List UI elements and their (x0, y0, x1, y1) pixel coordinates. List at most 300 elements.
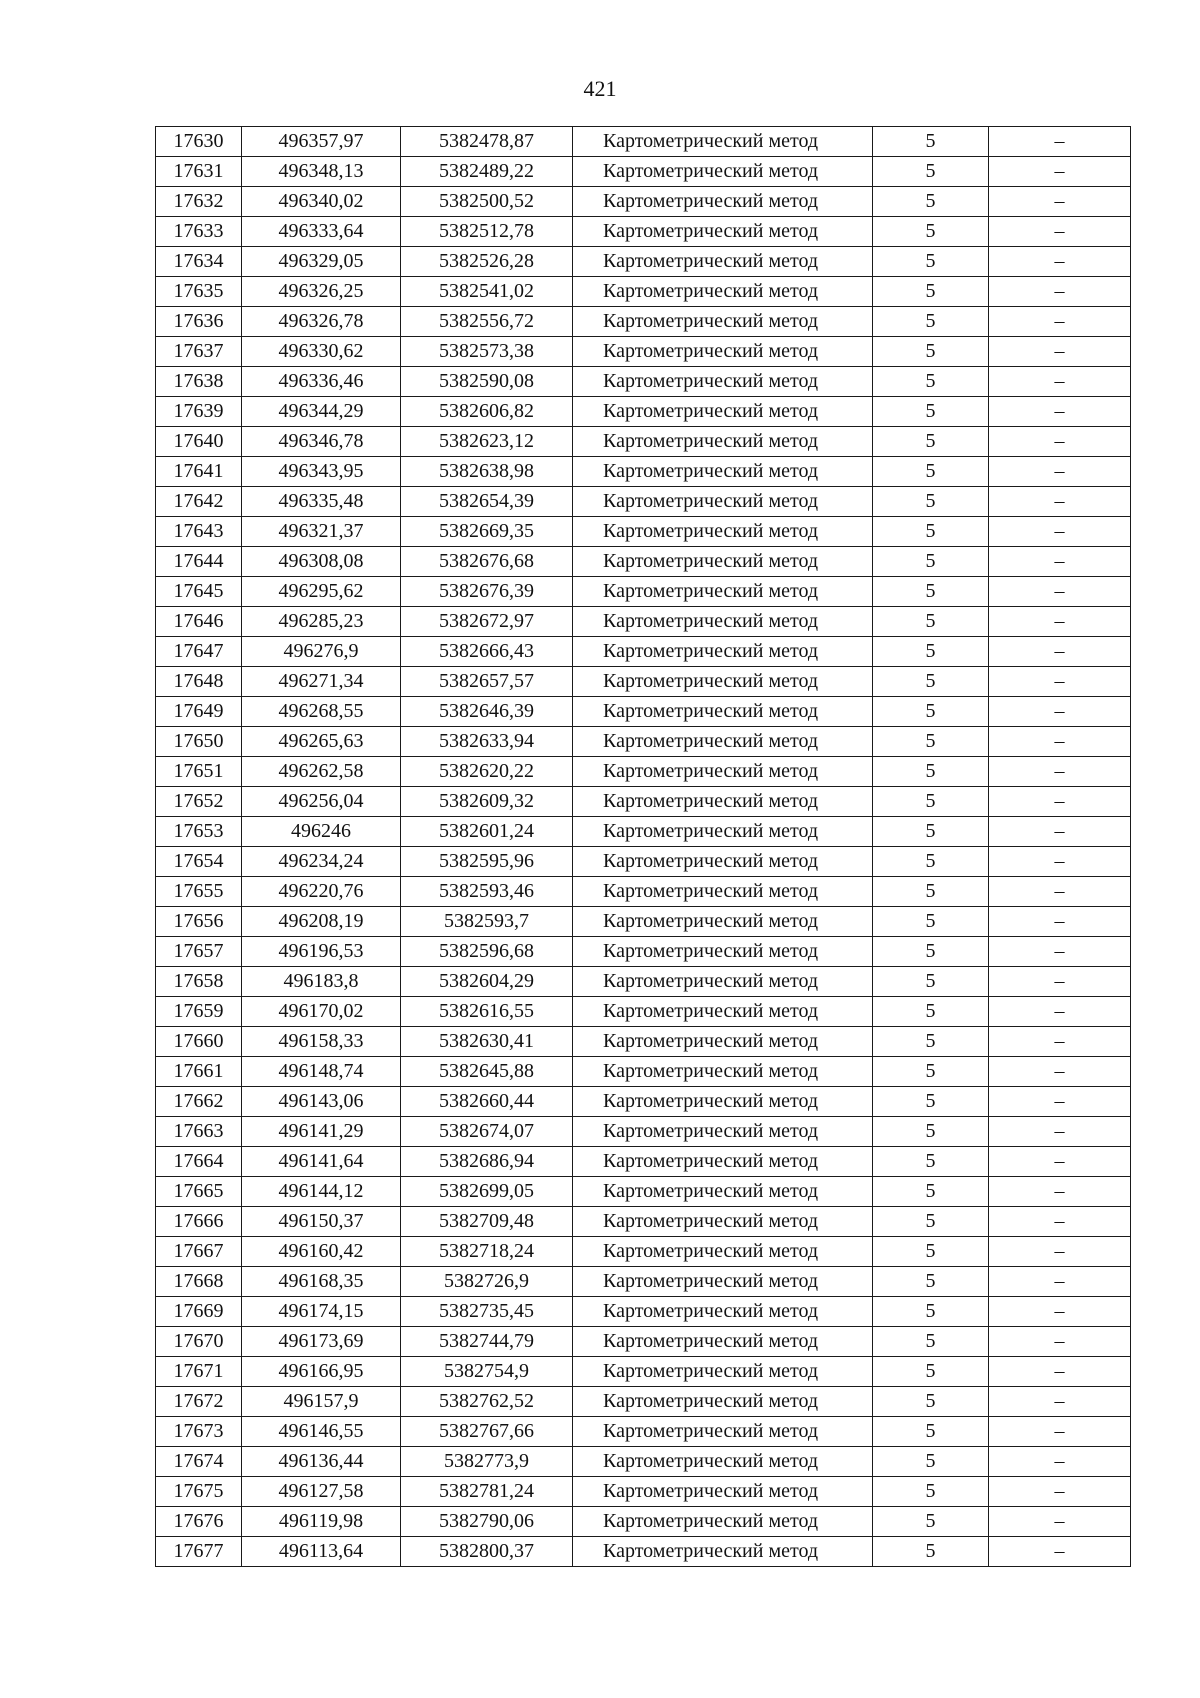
y-coordinate-cell: 5382590,08 (401, 367, 573, 397)
x-coordinate-cell: 496174,15 (242, 1297, 401, 1327)
table-row (156, 1447, 1131, 1477)
point-number-cell: 17657 (156, 937, 242, 967)
accuracy-cell: 5 (873, 637, 989, 667)
description-cell: – (989, 277, 1131, 307)
description-cell: – (989, 457, 1131, 487)
x-coordinate-cell: 496143,06 (242, 1087, 401, 1117)
description-cell: – (989, 337, 1131, 367)
table-row (156, 1147, 1131, 1177)
table-row (156, 1357, 1131, 1387)
accuracy-cell: 5 (873, 337, 989, 367)
point-number-cell: 17667 (156, 1237, 242, 1267)
table-row (156, 607, 1131, 637)
description-cell: – (989, 487, 1131, 517)
accuracy-cell: 5 (873, 247, 989, 277)
method-cell: Картометрический метод (573, 187, 873, 217)
description-cell: – (989, 1297, 1131, 1327)
x-coordinate-cell: 496265,63 (242, 727, 401, 757)
description-cell: – (989, 967, 1131, 997)
table-row (156, 727, 1131, 757)
table-row (156, 997, 1131, 1027)
y-coordinate-cell: 5382633,94 (401, 727, 573, 757)
point-number-cell: 17670 (156, 1327, 242, 1357)
accuracy-cell: 5 (873, 1267, 989, 1297)
description-cell: – (989, 157, 1131, 187)
point-number-cell: 17660 (156, 1027, 242, 1057)
table-row (156, 697, 1131, 727)
coordinates-table (155, 126, 1131, 1567)
table-row (156, 1327, 1131, 1357)
point-number-cell: 17659 (156, 997, 242, 1027)
coordinates-table-body (156, 127, 1131, 1567)
accuracy-cell: 5 (873, 1117, 989, 1147)
y-coordinate-cell: 5382672,97 (401, 607, 573, 637)
table-row (156, 397, 1131, 427)
accuracy-cell: 5 (873, 1207, 989, 1237)
x-coordinate-cell: 496173,69 (242, 1327, 401, 1357)
accuracy-cell: 5 (873, 997, 989, 1027)
table-row (156, 937, 1131, 967)
y-coordinate-cell: 5382596,68 (401, 937, 573, 967)
method-cell: Картометрический метод (573, 157, 873, 187)
method-cell: Картометрический метод (573, 577, 873, 607)
y-coordinate-cell: 5382541,02 (401, 277, 573, 307)
y-coordinate-cell: 5382676,39 (401, 577, 573, 607)
accuracy-cell: 5 (873, 577, 989, 607)
y-coordinate-cell: 5382718,24 (401, 1237, 573, 1267)
y-coordinate-cell: 5382709,48 (401, 1207, 573, 1237)
x-coordinate-cell: 496295,62 (242, 577, 401, 607)
point-number-cell: 17666 (156, 1207, 242, 1237)
y-coordinate-cell: 5382645,88 (401, 1057, 573, 1087)
table-row (156, 547, 1131, 577)
description-cell: – (989, 427, 1131, 457)
method-cell: Картометрический метод (573, 337, 873, 367)
table-row (156, 187, 1131, 217)
y-coordinate-cell: 5382593,46 (401, 877, 573, 907)
method-cell: Картометрический метод (573, 487, 873, 517)
description-cell: – (989, 547, 1131, 577)
point-number-cell: 17669 (156, 1297, 242, 1327)
accuracy-cell: 5 (873, 457, 989, 487)
method-cell: Картометрический метод (573, 1387, 873, 1417)
description-cell: – (989, 1357, 1131, 1387)
method-cell: Картометрический метод (573, 217, 873, 247)
table-row (156, 1537, 1131, 1567)
y-coordinate-cell: 5382781,24 (401, 1477, 573, 1507)
accuracy-cell: 5 (873, 847, 989, 877)
y-coordinate-cell: 5382500,52 (401, 187, 573, 217)
method-cell: Картометрический метод (573, 1447, 873, 1477)
y-coordinate-cell: 5382489,22 (401, 157, 573, 187)
method-cell: Картометрический метод (573, 817, 873, 847)
table-row (156, 367, 1131, 397)
method-cell: Картометрический метод (573, 607, 873, 637)
point-number-cell: 17672 (156, 1387, 242, 1417)
method-cell: Картометрический метод (573, 277, 873, 307)
y-coordinate-cell: 5382686,94 (401, 1147, 573, 1177)
method-cell: Картометрический метод (573, 427, 873, 457)
accuracy-cell: 5 (873, 1147, 989, 1177)
description-cell: – (989, 517, 1131, 547)
accuracy-cell: 5 (873, 967, 989, 997)
y-coordinate-cell: 5382646,39 (401, 697, 573, 727)
x-coordinate-cell: 496346,78 (242, 427, 401, 457)
x-coordinate-cell: 496157,9 (242, 1387, 401, 1417)
y-coordinate-cell: 5382800,37 (401, 1537, 573, 1567)
description-cell: – (989, 1417, 1131, 1447)
method-cell: Картометрический метод (573, 457, 873, 487)
x-coordinate-cell: 496262,58 (242, 757, 401, 787)
y-coordinate-cell: 5382762,52 (401, 1387, 573, 1417)
table-row (156, 1267, 1131, 1297)
x-coordinate-cell: 496150,37 (242, 1207, 401, 1237)
method-cell: Картометрический метод (573, 397, 873, 427)
y-coordinate-cell: 5382623,12 (401, 427, 573, 457)
y-coordinate-cell: 5382754,9 (401, 1357, 573, 1387)
point-number-cell: 17634 (156, 247, 242, 277)
point-number-cell: 17663 (156, 1117, 242, 1147)
point-number-cell: 17653 (156, 817, 242, 847)
accuracy-cell: 5 (873, 127, 989, 157)
x-coordinate-cell: 496343,95 (242, 457, 401, 487)
point-number-cell: 17631 (156, 157, 242, 187)
x-coordinate-cell: 496340,02 (242, 187, 401, 217)
point-number-cell: 17665 (156, 1177, 242, 1207)
x-coordinate-cell: 496168,35 (242, 1267, 401, 1297)
description-cell: – (989, 1387, 1131, 1417)
point-number-cell: 17648 (156, 667, 242, 697)
point-number-cell: 17675 (156, 1477, 242, 1507)
method-cell: Картометрический метод (573, 757, 873, 787)
y-coordinate-cell: 5382478,87 (401, 127, 573, 157)
description-cell: – (989, 877, 1131, 907)
x-coordinate-cell: 496144,12 (242, 1177, 401, 1207)
description-cell: – (989, 127, 1131, 157)
y-coordinate-cell: 5382512,78 (401, 217, 573, 247)
y-coordinate-cell: 5382526,28 (401, 247, 573, 277)
point-number-cell: 17651 (156, 757, 242, 787)
description-cell: – (989, 757, 1131, 787)
x-coordinate-cell: 496268,55 (242, 697, 401, 727)
y-coordinate-cell: 5382773,9 (401, 1447, 573, 1477)
point-number-cell: 17643 (156, 517, 242, 547)
table-row (156, 847, 1131, 877)
y-coordinate-cell: 5382790,06 (401, 1507, 573, 1537)
method-cell: Картометрический метод (573, 1297, 873, 1327)
description-cell: – (989, 847, 1131, 877)
y-coordinate-cell: 5382601,24 (401, 817, 573, 847)
accuracy-cell: 5 (873, 757, 989, 787)
accuracy-cell: 5 (873, 817, 989, 847)
x-coordinate-cell: 496141,64 (242, 1147, 401, 1177)
method-cell: Картометрический метод (573, 307, 873, 337)
accuracy-cell: 5 (873, 607, 989, 637)
x-coordinate-cell: 496196,53 (242, 937, 401, 967)
method-cell: Картометрический метод (573, 637, 873, 667)
accuracy-cell: 5 (873, 547, 989, 577)
x-coordinate-cell: 496170,02 (242, 997, 401, 1027)
description-cell: – (989, 637, 1131, 667)
accuracy-cell: 5 (873, 307, 989, 337)
method-cell: Картометрический метод (573, 1237, 873, 1267)
table-row (156, 1237, 1131, 1267)
y-coordinate-cell: 5382767,66 (401, 1417, 573, 1447)
accuracy-cell: 5 (873, 937, 989, 967)
y-coordinate-cell: 5382660,44 (401, 1087, 573, 1117)
accuracy-cell: 5 (873, 367, 989, 397)
y-coordinate-cell: 5382609,32 (401, 787, 573, 817)
x-coordinate-cell: 496246 (242, 817, 401, 847)
point-number-cell: 17640 (156, 427, 242, 457)
description-cell: – (989, 1117, 1131, 1147)
point-number-cell: 17636 (156, 307, 242, 337)
table-row (156, 427, 1131, 457)
point-number-cell: 17638 (156, 367, 242, 397)
x-coordinate-cell: 496321,37 (242, 517, 401, 547)
accuracy-cell: 5 (873, 187, 989, 217)
description-cell: – (989, 607, 1131, 637)
accuracy-cell: 5 (873, 1087, 989, 1117)
table-row (156, 637, 1131, 667)
table-row (156, 1177, 1131, 1207)
y-coordinate-cell: 5382676,68 (401, 547, 573, 577)
y-coordinate-cell: 5382726,9 (401, 1267, 573, 1297)
x-coordinate-cell: 496119,98 (242, 1507, 401, 1537)
description-cell: – (989, 1237, 1131, 1267)
table-row (156, 667, 1131, 697)
method-cell: Картометрический метод (573, 1147, 873, 1177)
point-number-cell: 17650 (156, 727, 242, 757)
point-number-cell: 17674 (156, 1447, 242, 1477)
table-row (156, 1507, 1131, 1537)
x-coordinate-cell: 496208,19 (242, 907, 401, 937)
y-coordinate-cell: 5382638,98 (401, 457, 573, 487)
description-cell: – (989, 307, 1131, 337)
table-row (156, 127, 1131, 157)
method-cell: Картометрический метод (573, 1417, 873, 1447)
x-coordinate-cell: 496141,29 (242, 1117, 401, 1147)
y-coordinate-cell: 5382616,55 (401, 997, 573, 1027)
point-number-cell: 17637 (156, 337, 242, 367)
table-row (156, 337, 1131, 367)
accuracy-cell: 5 (873, 1477, 989, 1507)
description-cell: – (989, 187, 1131, 217)
table-row (156, 217, 1131, 247)
method-cell: Картометрический метод (573, 547, 873, 577)
description-cell: – (989, 367, 1131, 397)
x-coordinate-cell: 496148,74 (242, 1057, 401, 1087)
accuracy-cell: 5 (873, 1057, 989, 1087)
x-coordinate-cell: 496158,33 (242, 1027, 401, 1057)
table-row (156, 1027, 1131, 1057)
point-number-cell: 17658 (156, 967, 242, 997)
accuracy-cell: 5 (873, 1027, 989, 1057)
point-number-cell: 17635 (156, 277, 242, 307)
description-cell: – (989, 667, 1131, 697)
accuracy-cell: 5 (873, 217, 989, 247)
point-number-cell: 17676 (156, 1507, 242, 1537)
accuracy-cell: 5 (873, 1327, 989, 1357)
description-cell: – (989, 937, 1131, 967)
x-coordinate-cell: 496136,44 (242, 1447, 401, 1477)
description-cell: – (989, 1537, 1131, 1567)
x-coordinate-cell: 496329,05 (242, 247, 401, 277)
x-coordinate-cell: 496113,64 (242, 1537, 401, 1567)
y-coordinate-cell: 5382735,45 (401, 1297, 573, 1327)
x-coordinate-cell: 496308,08 (242, 547, 401, 577)
method-cell: Картометрический метод (573, 1057, 873, 1087)
method-cell: Картометрический метод (573, 937, 873, 967)
description-cell: – (989, 907, 1131, 937)
x-coordinate-cell: 496326,78 (242, 307, 401, 337)
accuracy-cell: 5 (873, 1447, 989, 1477)
table-row (156, 487, 1131, 517)
table-row (156, 1207, 1131, 1237)
accuracy-cell: 5 (873, 487, 989, 517)
method-cell: Картометрический метод (573, 787, 873, 817)
y-coordinate-cell: 5382666,43 (401, 637, 573, 667)
point-number-cell: 17646 (156, 607, 242, 637)
description-cell: – (989, 217, 1131, 247)
method-cell: Картометрический метод (573, 1507, 873, 1537)
point-number-cell: 17641 (156, 457, 242, 487)
table-row (156, 787, 1131, 817)
x-coordinate-cell: 496326,25 (242, 277, 401, 307)
x-coordinate-cell: 496234,24 (242, 847, 401, 877)
description-cell: – (989, 1207, 1131, 1237)
page-number: 421 (583, 76, 617, 101)
table-row (156, 157, 1131, 187)
y-coordinate-cell: 5382699,05 (401, 1177, 573, 1207)
accuracy-cell: 5 (873, 787, 989, 817)
description-cell: – (989, 997, 1131, 1027)
point-number-cell: 17642 (156, 487, 242, 517)
description-cell: – (989, 817, 1131, 847)
accuracy-cell: 5 (873, 907, 989, 937)
accuracy-cell: 5 (873, 427, 989, 457)
table-row (156, 907, 1131, 937)
point-number-cell: 17639 (156, 397, 242, 427)
y-coordinate-cell: 5382595,96 (401, 847, 573, 877)
table-row (156, 457, 1131, 487)
table-row (156, 247, 1131, 277)
point-number-cell: 17632 (156, 187, 242, 217)
point-number-cell: 17633 (156, 217, 242, 247)
x-coordinate-cell: 496160,42 (242, 1237, 401, 1267)
method-cell: Картометрический метод (573, 367, 873, 397)
accuracy-cell: 5 (873, 1537, 989, 1567)
point-number-cell: 17671 (156, 1357, 242, 1387)
method-cell: Картометрический метод (573, 1357, 873, 1387)
method-cell: Картометрический метод (573, 667, 873, 697)
table-row (156, 1117, 1131, 1147)
point-number-cell: 17662 (156, 1087, 242, 1117)
method-cell: Картометрический метод (573, 1207, 873, 1237)
method-cell: Картометрический метод (573, 1267, 873, 1297)
method-cell: Картометрический метод (573, 907, 873, 937)
accuracy-cell: 5 (873, 397, 989, 427)
table-row (156, 1057, 1131, 1087)
accuracy-cell: 5 (873, 727, 989, 757)
table-row (156, 1417, 1131, 1447)
accuracy-cell: 5 (873, 1387, 989, 1417)
description-cell: – (989, 247, 1131, 277)
method-cell: Картометрический метод (573, 1117, 873, 1147)
point-number-cell: 17652 (156, 787, 242, 817)
description-cell: – (989, 1507, 1131, 1537)
x-coordinate-cell: 496271,34 (242, 667, 401, 697)
method-cell: Картометрический метод (573, 127, 873, 157)
description-cell: – (989, 1477, 1131, 1507)
table-row (156, 817, 1131, 847)
point-number-cell: 17654 (156, 847, 242, 877)
point-number-cell: 17664 (156, 1147, 242, 1177)
method-cell: Картометрический метод (573, 1177, 873, 1207)
description-cell: – (989, 1057, 1131, 1087)
point-number-cell: 17649 (156, 697, 242, 727)
table-row (156, 1387, 1131, 1417)
accuracy-cell: 5 (873, 1177, 989, 1207)
x-coordinate-cell: 496333,64 (242, 217, 401, 247)
table-row (156, 307, 1131, 337)
point-number-cell: 17656 (156, 907, 242, 937)
x-coordinate-cell: 496183,8 (242, 967, 401, 997)
accuracy-cell: 5 (873, 1357, 989, 1387)
table-row (156, 277, 1131, 307)
accuracy-cell: 5 (873, 1417, 989, 1447)
point-number-cell: 17647 (156, 637, 242, 667)
accuracy-cell: 5 (873, 877, 989, 907)
y-coordinate-cell: 5382674,07 (401, 1117, 573, 1147)
point-number-cell: 17630 (156, 127, 242, 157)
method-cell: Картометрический метод (573, 1327, 873, 1357)
description-cell: – (989, 1267, 1131, 1297)
x-coordinate-cell: 496344,29 (242, 397, 401, 427)
x-coordinate-cell: 496285,23 (242, 607, 401, 637)
x-coordinate-cell: 496276,9 (242, 637, 401, 667)
point-number-cell: 17677 (156, 1537, 242, 1567)
y-coordinate-cell: 5382620,22 (401, 757, 573, 787)
method-cell: Картометрический метод (573, 997, 873, 1027)
method-cell: Картометрический метод (573, 517, 873, 547)
method-cell: Картометрический метод (573, 1477, 873, 1507)
y-coordinate-cell: 5382630,41 (401, 1027, 573, 1057)
y-coordinate-cell: 5382669,35 (401, 517, 573, 547)
x-coordinate-cell: 496357,97 (242, 127, 401, 157)
y-coordinate-cell: 5382606,82 (401, 397, 573, 427)
description-cell: – (989, 577, 1131, 607)
y-coordinate-cell: 5382593,7 (401, 907, 573, 937)
description-cell: – (989, 1447, 1131, 1477)
method-cell: Картометрический метод (573, 727, 873, 757)
description-cell: – (989, 787, 1131, 817)
accuracy-cell: 5 (873, 1297, 989, 1327)
method-cell: Картометрический метод (573, 1087, 873, 1117)
method-cell: Картометрический метод (573, 1027, 873, 1057)
x-coordinate-cell: 496127,58 (242, 1477, 401, 1507)
description-cell: – (989, 1087, 1131, 1117)
description-cell: – (989, 1177, 1131, 1207)
accuracy-cell: 5 (873, 157, 989, 187)
table-row (156, 967, 1131, 997)
x-coordinate-cell: 496256,04 (242, 787, 401, 817)
accuracy-cell: 5 (873, 697, 989, 727)
method-cell: Картометрический метод (573, 697, 873, 727)
x-coordinate-cell: 496336,46 (242, 367, 401, 397)
accuracy-cell: 5 (873, 1237, 989, 1267)
table-row (156, 1297, 1131, 1327)
